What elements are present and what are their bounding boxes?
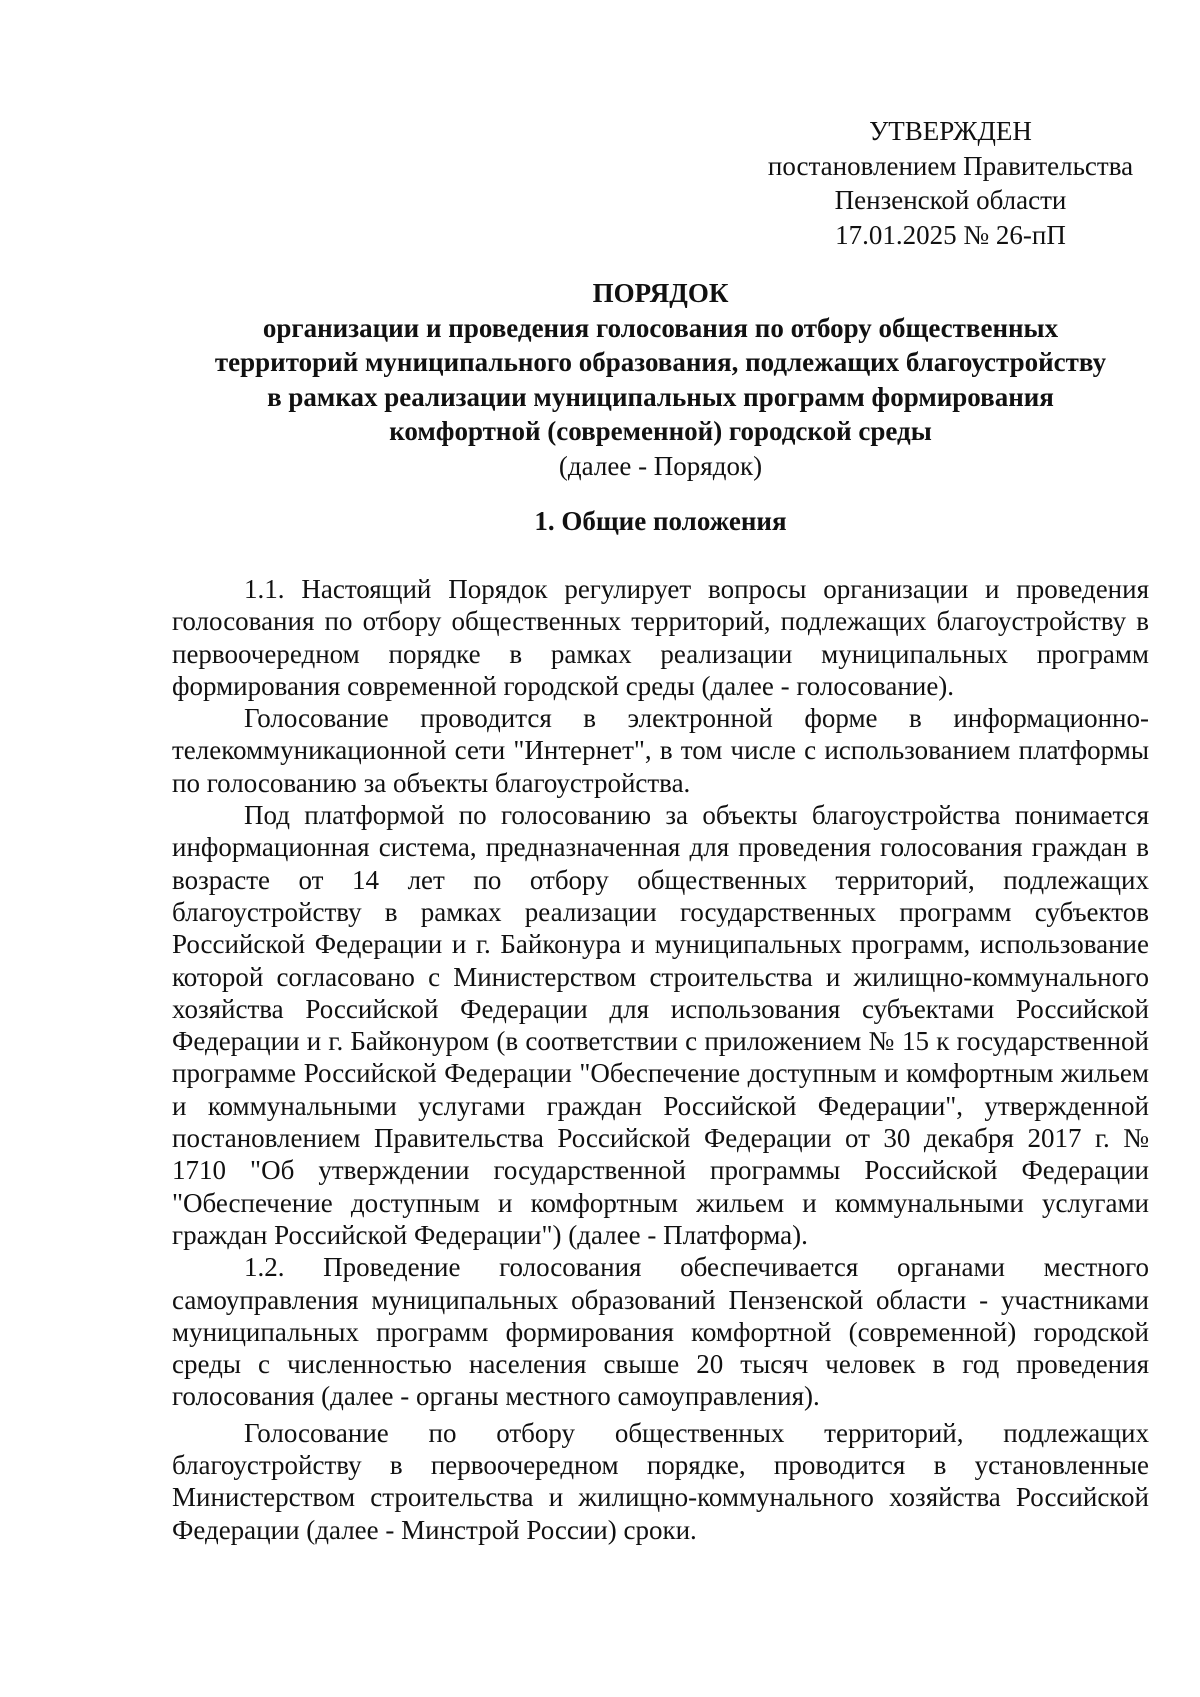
paragraph: 1.2. Проведение голосования обеспечивается органами местного самоуправления муниципальных образований Пензенской области - участниками муниципальных программ формирования комфортной (современной) городской среды с численностью населения свыше 20 тысяч человек в год проведения голосования (далее - органы местного самоуправления).	[172, 1252, 1149, 1412]
title-line-1: организации и проведения голосования по отбору общественных	[262, 312, 1059, 343]
document-title	[172, 276, 1149, 483]
title-heading: ПОРЯДОК	[592, 278, 729, 308]
title-line-4: комфортной (современной) городской среды	[389, 416, 932, 446]
paragraph: Голосование по отбору общественных территорий, подлежащих благоустройству в первоочередном порядке, проводится в установленные Министерством строительства и жилищно-коммунального хозяйства Российской Федерации (далее - Минстрой России) сроки.	[172, 1417, 1149, 1545]
paragraph: Под платформой по голосованию за объекты благоустройства понимается информационная система, предназначенная для проведения голосования граждан в возрасте от 14 лет по отбору общественных территорий, подлежащих благоустройству в рамках реализации государственных программ субъектов Российской Федерации и г. Байконура и муниципальных программ, использование которой согласовано с Министерством строительства и жилищно-коммунального хозяйства Российской Федерации для использования субъектами Российской Федерации и г. Байконуром (в соответствии с приложением № 15 к государственной программе Российской Федерации "Обеспечение доступным и комфортным жильем и коммунальными услугами граждан Российской Федерации", утвержденной постановлением Правительства Российской Федерации от 30 декабря 2017 г. № 1710 "Об утверждении государственной программы Российской Федерации "Обеспечение доступным и комфортным жильем и коммунальными услугами граждан Российской Федерации") (далее - Платформа).	[172, 800, 1149, 1250]
approval-line-region: Пензенской области	[834, 185, 1067, 215]
document-page	[172, 0, 1149, 1697]
title-line-3: в рамках реализации муниципальных программ формирования	[267, 381, 1054, 412]
title-line-2: территорий муниципального образования, подлежащих благоустройству	[214, 347, 1107, 377]
approval-line-date-number: 17.01.2025 № 26-пП	[835, 219, 1066, 250]
approval-line-approved: УТВЕРЖДЕН	[869, 116, 1032, 146]
section-heading: 1. Общие положения	[534, 506, 787, 536]
approval-stamp	[752, 114, 1149, 252]
paragraph: 1.1. Настоящий Порядок регулирует вопросы организации и проведения голосования по отбору общественных территорий, подлежащих благоустройству в первоочередном порядке в рамках реализации муниципальных программ формирования современной городской среды (далее - голосование).	[172, 574, 1149, 701]
section-body	[172, 573, 1149, 1546]
approval-line-decree: постановлением Правительства	[767, 150, 1134, 181]
paragraph: Голосование проводится в электронной форме в информационно-телекоммуникационной сети "Интернет", в том числе с использованием платформы по голосованию за объекты благоустройства.	[172, 703, 1149, 798]
title-subtitle: (далее - Порядок)	[558, 450, 763, 481]
